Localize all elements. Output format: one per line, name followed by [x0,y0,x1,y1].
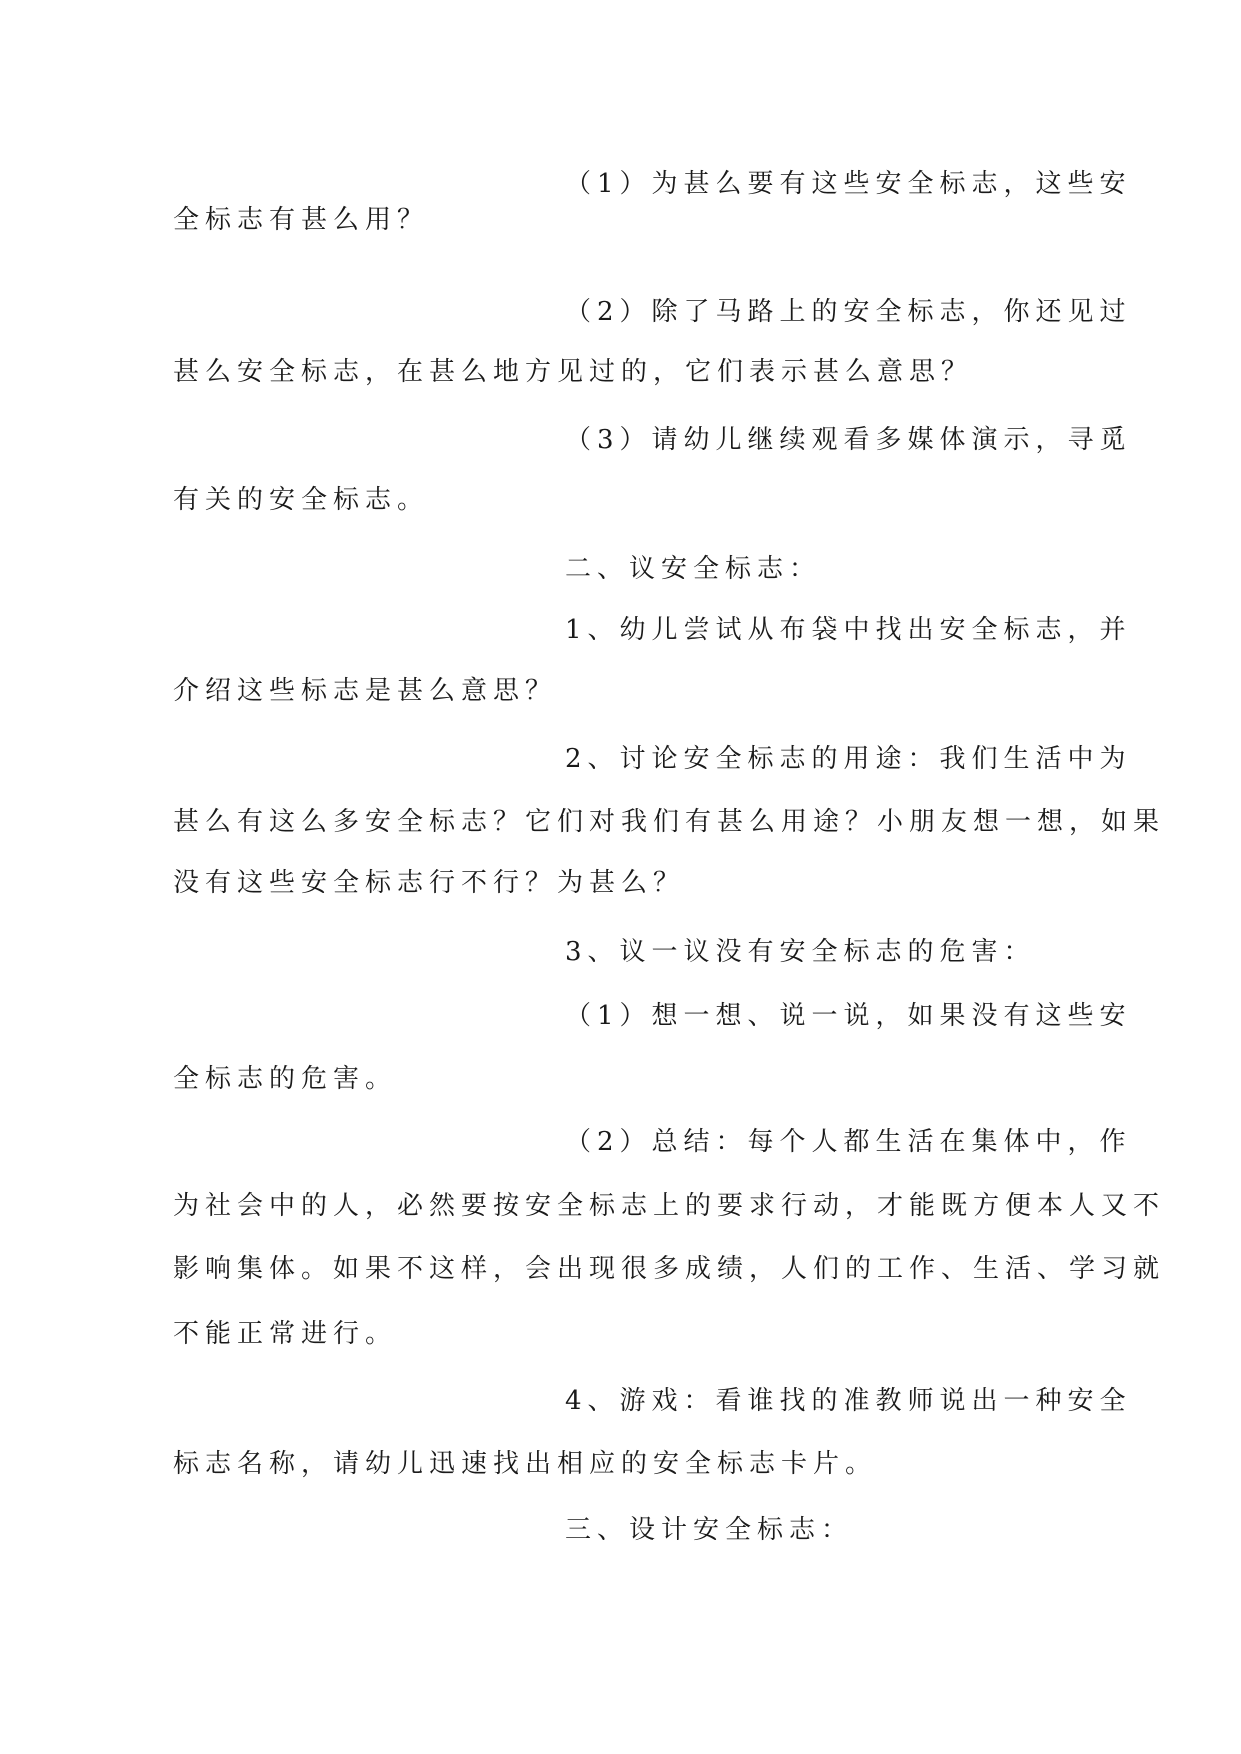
section-heading: 三、设计安全标志： [565,1515,854,1545]
text-line: 为社会中的人，必然要按安全标志上的要求行动，才能既方便本人又不 [173,1191,1166,1221]
text-line: 甚么安全标志，在甚么地方见过的，它们表示甚么意思？ [173,357,974,387]
text-line: 有关的安全标志。 [173,485,430,515]
text-line: （2）除了马路上的安全标志，你还见过 [565,297,1132,327]
text-line: 全标志的危害。 [173,1064,398,1094]
text-line: 介绍这些标志是甚么意思？ [173,676,558,706]
text-line: 标志名称，请幼儿迅速找出相应的安全标志卡片。 [173,1449,878,1479]
section-heading: 二、议安全标志： [565,554,822,584]
text-line: 甚么有这么多安全标志？它们对我们有甚么用途？小朋友想一想，如果 [173,807,1166,837]
text-line: 3、议一议没有安全标志的危害： [565,937,1036,967]
text-line: （3）请幼儿继续观看多媒体演示，寻觅 [565,425,1132,455]
text-line: （1）想一想、说一说，如果没有这些安 [565,1001,1132,1031]
text-line: 4、游戏：看谁找的准教师说出一种安全 [565,1386,1132,1416]
text-line: （1）为甚么要有这些安全标志，这些安 [565,169,1132,199]
text-line: 2、讨论安全标志的用途：我们生活中为 [565,744,1132,774]
text-line: 1、幼儿尝试从布袋中找出安全标志，并 [565,615,1132,645]
text-line: 全标志有甚么用？ [173,205,430,235]
text-line: 没有这些安全标志行不行？为甚么？ [173,868,686,898]
text-line: 影响集体。如果不这样，会出现很多成绩，人们的工作、生活、学习就 [173,1254,1166,1284]
text-line: 不能正常进行。 [173,1319,398,1349]
text-line: （2）总结：每个人都生活在集体中，作 [565,1127,1132,1157]
